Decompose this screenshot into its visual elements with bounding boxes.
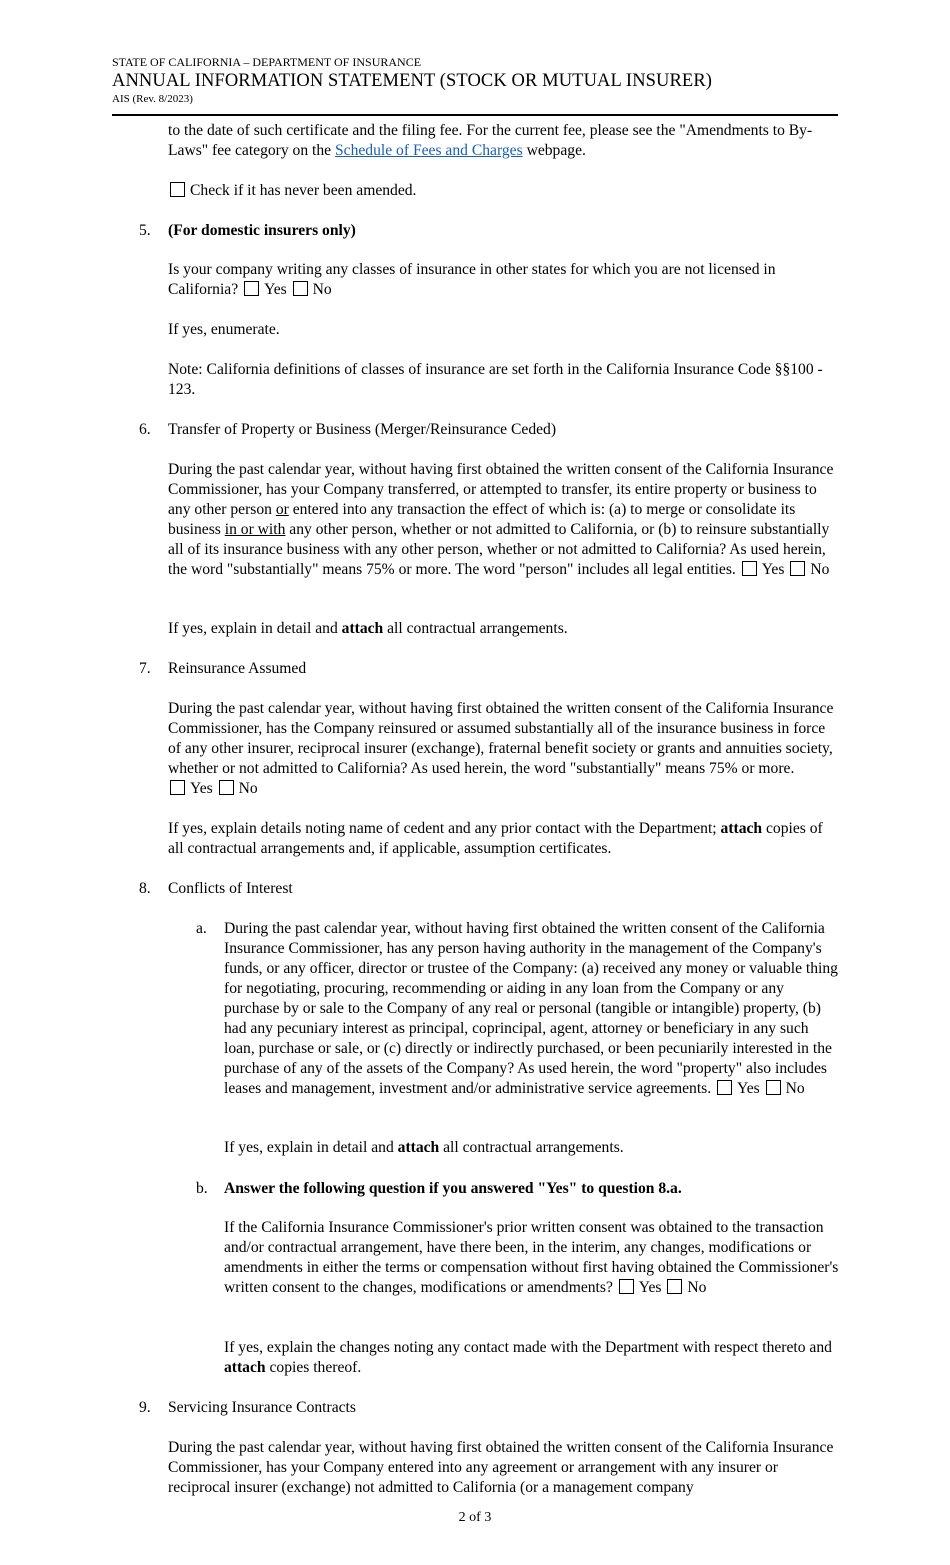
- q8b-followup: If yes, explain the changes noting any contact made with the Department with respect thereto and attach copies thereof.: [224, 1339, 832, 1376]
- form-revision: AIS (Rev. 8/2023): [112, 93, 193, 105]
- intro-paragraph: to the date of such certificate and the filing fee. For the current fee, please see the "Amendments to By-Laws" fee category on the Schedule of Fees and Charges webpage.: [168, 122, 813, 159]
- q6-yes-checkbox[interactable]: [742, 561, 757, 576]
- q7-question: During the past calendar year, without having first obtained the written consent of the California Insurance Commissioner, has the Company reinsured or assumed substantially all of the insurance business in force of any other insurer, reciprocal insurer (exchange), fraternal benefit society or grants and annuities society, whether or not admitted to California? As used herein, the word "substantially" means 75% or more. Yes No: [168, 700, 834, 797]
- q7-no-checkbox[interactable]: [219, 780, 234, 795]
- q8b-no-checkbox[interactable]: [667, 1279, 682, 1294]
- q5-question: Is your company writing any classes of insurance in other states for which you are not licensed in California? Yes No: [168, 261, 776, 298]
- q5-yes-checkbox[interactable]: [244, 281, 259, 296]
- q7-yes-checkbox[interactable]: [170, 780, 185, 795]
- never-amended-checkbox[interactable]: [170, 182, 185, 197]
- q7-number: 7.: [139, 660, 151, 677]
- fee-schedule-link[interactable]: Schedule of Fees and Charges: [335, 142, 523, 159]
- q6-number: 6.: [139, 421, 151, 438]
- q8a-yes-checkbox[interactable]: [717, 1080, 732, 1095]
- q9-question: During the past calendar year, without having first obtained the written consent of the California Insurance Commissioner, has your Company entered into any agreement or arrangement with any insurer or reciprocal insurer (exchange) not admitted to California (or a management company: [168, 1439, 834, 1496]
- q6-followup: If yes, explain in detail and attach all contractual arrangements.: [168, 620, 568, 637]
- q8b-heading: Answer the following question if you answered "Yes" to question 8.a.: [224, 1180, 682, 1197]
- q8a-question: During the past calendar year, without having first obtained the written consent of the California Insurance Commissioner, has any person having authority in the management of the Company's funds, or any officer, director or trustee of the Company: (a) received any money or valuable thing for negotiating, procuring, recommending or aiding in any loan from the Company or any purchase by or sale to the Company of any real or personal (tangible or intangible) property, (b) had any pecuniary interest as principal, coprincipal, agent, attorney or beneficiary in any such loan, purchase or sale, or (c) directly or indirectly purchased, or been pecuniarily interested in the purchase of any of the assets of the Company? As used herein, the word "property" also includes leases and management, investment and/or administrative service agreements. Yes No: [224, 920, 838, 1097]
- q9-number: 9.: [139, 1399, 151, 1416]
- q6-question: During the past calendar year, without having first obtained the written consent of the California Insurance Commissioner, has your Company transferred, or attempted to transfer, its entire property or business to any other person or entered into any transaction the effect of which is: (a) to merge or consolidate its business in or with any other person, whether or not admitted to California, or (b) to reinsure substantially all of its insurance business with any other person, whether or not admitted to California? As used herein, the word "substantially" means 75% or more. The word "person" includes all legal entities. Yes No: [168, 461, 834, 578]
- q5-if-yes: If yes, enumerate.: [168, 321, 280, 338]
- document-title: ANNUAL INFORMATION STATEMENT (STOCK OR MUTUAL INSURER): [112, 71, 713, 91]
- q7-heading: Reinsurance Assumed: [168, 660, 307, 677]
- page-number: 2 of 3: [458, 1510, 492, 1525]
- q8b-question: If the California Insurance Commissioner's prior written consent was obtained to the transaction and/or contractual arrangement, have there been, in the interim, any changes, modifications or amendments in either the terms or compensation without first having obtained the Commissioner's written consent to the changes, modifications or amendments? Yes No: [224, 1219, 839, 1296]
- q9-heading: Servicing Insurance Contracts: [168, 1399, 356, 1416]
- q5-no-checkbox[interactable]: [293, 281, 308, 296]
- q6-heading: Transfer of Property or Business (Merger/Reinsurance Ceded): [168, 421, 557, 438]
- q8-number: 8.: [139, 880, 151, 897]
- q6-no-checkbox[interactable]: [790, 561, 805, 576]
- q8b-yes-checkbox[interactable]: [619, 1279, 634, 1294]
- q5-heading: (For domestic insurers only): [168, 222, 356, 239]
- q7-followup: If yes, explain details noting name of cedent and any prior contact with the Department; attach copies of all contractual arrangements and, if applicable, assumption certificates.: [168, 820, 823, 857]
- never-amended-row: Check if it has never been amended.: [168, 181, 840, 201]
- q5-note: Note: California definitions of classes of insurance are set forth in the California Insurance Code §§100 - 123.: [168, 361, 823, 398]
- q8-heading: Conflicts of Interest: [168, 880, 293, 897]
- header-agency: STATE OF CALIFORNIA – DEPARTMENT OF INSURANCE: [112, 55, 422, 69]
- q8b-letter: b.: [196, 1180, 208, 1197]
- q8a-followup: If yes, explain in detail and attach all contractual arrangements.: [224, 1139, 624, 1156]
- q8a-letter: a.: [196, 920, 207, 937]
- header-rule: [112, 114, 838, 116]
- q5-number: 5.: [139, 222, 151, 239]
- q8a-no-checkbox[interactable]: [766, 1080, 781, 1095]
